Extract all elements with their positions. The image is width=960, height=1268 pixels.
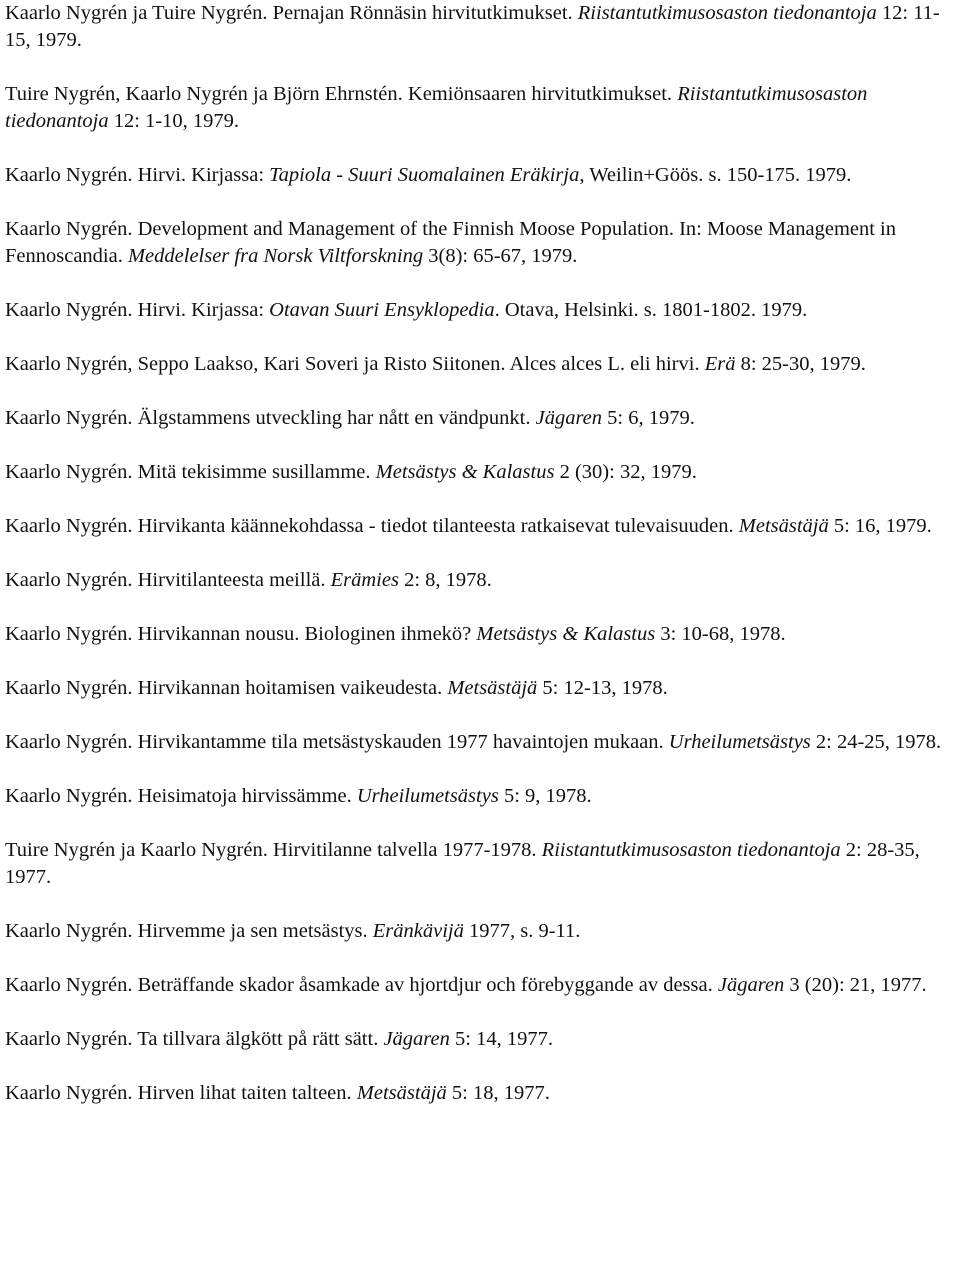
entry-text: Kaarlo Nygrén. Heisimatoja hirvissämme. — [5, 785, 357, 807]
entry-text: Tuire Nygrén ja Kaarlo Nygrén. Hirvitilanne talvella 1977-1978. — [5, 839, 542, 861]
entry-source: Urheilumetsästys — [356, 785, 499, 807]
entry-source: Eränkävijä — [372, 920, 464, 942]
entry-text: 12: 1-10, 1979. — [108, 110, 240, 132]
bibliography-entry — [5, 918, 957, 945]
bibliography-entry — [5, 297, 957, 324]
entry-text: 5: 16, 1979. — [828, 515, 932, 537]
entry-text: 2 (30): 32, 1979. — [554, 461, 697, 483]
bibliography-entry — [5, 621, 957, 648]
bibliography-entry — [5, 513, 957, 540]
entry-text: 2: 24-25, 1978. — [810, 731, 942, 753]
entry-text: 2: 28-35, 1977. — [5, 839, 920, 888]
entry-source: Riistantutkimusosaston tiedonantoja — [577, 2, 877, 24]
entry-text: Kaarlo Nygrén. Hirvikannan nousu. Biologinen ihmekö? — [5, 623, 477, 645]
bibliography-entry — [5, 459, 957, 486]
entry-text: Kaarlo Nygrén. Ta tillvara älgkött på rätt sätt. — [5, 1028, 384, 1050]
entry-text: 2: 8, 1978. — [398, 569, 492, 591]
entry-source: Jägaren — [717, 974, 785, 996]
bibliography-entry — [5, 972, 957, 999]
bibliography-entry — [5, 729, 957, 756]
entry-text: Kaarlo Nygrén. Hirvikannan hoitamisen vaikeudesta. — [5, 677, 448, 699]
entry-source: Erämies — [330, 569, 399, 591]
bibliography-entry — [5, 567, 957, 594]
entry-text: Kaarlo Nygrén. Hirven lihat taiten talteen. — [5, 1082, 357, 1104]
entry-source: Urheilumetsästys — [668, 731, 811, 753]
entry-text: 5: 6, 1979. — [602, 407, 695, 429]
bibliography-entry — [5, 405, 957, 432]
bibliography-entry — [5, 0, 957, 54]
entry-source: Erä — [704, 353, 736, 375]
bibliography-entry — [5, 216, 957, 270]
entry-text: 3: 10-68, 1978. — [655, 623, 786, 645]
entry-source: Meddelelser fra Norsk Viltforskning — [127, 245, 424, 267]
bibliography-entry — [5, 675, 957, 702]
entry-text: Kaarlo Nygrén. Hirvikanta käännekohdassa - tiedot tilanteesta ratkaisevat tulevaisuuden. — [5, 515, 739, 537]
entry-text: Kaarlo Nygrén. Hirvikantamme tila metsästyskauden 1977 havaintojen mukaan. — [5, 731, 669, 753]
entry-source: Metsästäjä — [738, 515, 829, 537]
entry-source: Metsästys & Kalastus — [375, 461, 555, 483]
entry-text: Kaarlo Nygrén. Hirvi. Kirjassa: — [5, 299, 270, 321]
entry-text: Kaarlo Nygrén, Seppo Laakso, Kari Soveri ja Risto Siitonen. Alces alces L. eli hirvi. — [5, 353, 705, 375]
bibliography-entry — [5, 162, 957, 189]
entry-text: Kaarlo Nygrén. Hirvitilanteesta meillä. — [5, 569, 331, 591]
bibliography-entry — [5, 81, 957, 135]
entry-source: Otavan Suuri Ensyklopedia — [269, 299, 495, 321]
entry-source: Jägaren — [535, 407, 603, 429]
entry-text: Kaarlo Nygrén. Development and Management of the Finnish Moose Population. In: Moose Management in Fennoscandia. — [5, 218, 896, 267]
entry-text: 5: 14, 1977. — [449, 1028, 553, 1050]
entry-text: Kaarlo Nygrén. Beträffande skador åsamkade av hjortdjur och förebyggande av dessa. — [5, 974, 718, 996]
bibliography-entry — [5, 837, 957, 891]
entry-text: 5: 9, 1978. — [498, 785, 592, 807]
entry-source: Jägaren — [383, 1028, 450, 1050]
entry-text: , Weilin+Göös. s. 150-175. 1979. — [579, 164, 852, 186]
entry-text: 12: 11-15, 1979. — [5, 2, 940, 51]
entry-text: 8: 25-30, 1979. — [735, 353, 866, 375]
entry-source: Riistantutkimusosaston tiedonantoja — [5, 83, 868, 132]
bibliography-entry — [5, 1026, 957, 1053]
entry-text: Kaarlo Nygrén. Mitä tekisimme susillamme. — [5, 461, 376, 483]
entry-text: 3 (20): 21, 1977. — [784, 974, 927, 996]
entry-text: 5: 12-13, 1978. — [537, 677, 668, 699]
bibliography-list — [5, 0, 957, 1107]
entry-source: Riistantutkimusosaston tiedonantoja — [541, 839, 841, 861]
entry-source: Metsästäjä — [356, 1082, 447, 1104]
entry-text: 1977, s. 9-11. — [463, 920, 581, 942]
entry-text: Kaarlo Nygrén. Älgstammens utveckling har nått en vändpunkt. — [5, 407, 536, 429]
bibliography-entry — [5, 1080, 957, 1107]
entry-text: 5: 18, 1977. — [446, 1082, 550, 1104]
entry-text: Kaarlo Nygrén. Hirvi. Kirjassa: — [5, 164, 270, 186]
entry-text: Kaarlo Nygrén. Hirvemme ja sen metsästys. — [5, 920, 373, 942]
entry-source: Metsästys & Kalastus — [476, 623, 656, 645]
bibliography-entry — [5, 783, 957, 810]
entry-text: 3(8): 65-67, 1979. — [423, 245, 578, 267]
entry-source: Metsästäjä — [447, 677, 538, 699]
entry-text: . Otava, Helsinki. s. 1801-1802. 1979. — [494, 299, 808, 321]
entry-text: Kaarlo Nygrén ja Tuire Nygrén. Pernajan Rönnäsin hirvitutkimukset. — [5, 2, 578, 24]
entry-source: Tapiola - Suuri Suomalainen Eräkirja — [269, 164, 580, 186]
bibliography-entry — [5, 351, 957, 378]
entry-text: Tuire Nygrén, Kaarlo Nygrén ja Björn Ehrnstén. Kemiönsaaren hirvitutkimukset. — [5, 83, 678, 105]
